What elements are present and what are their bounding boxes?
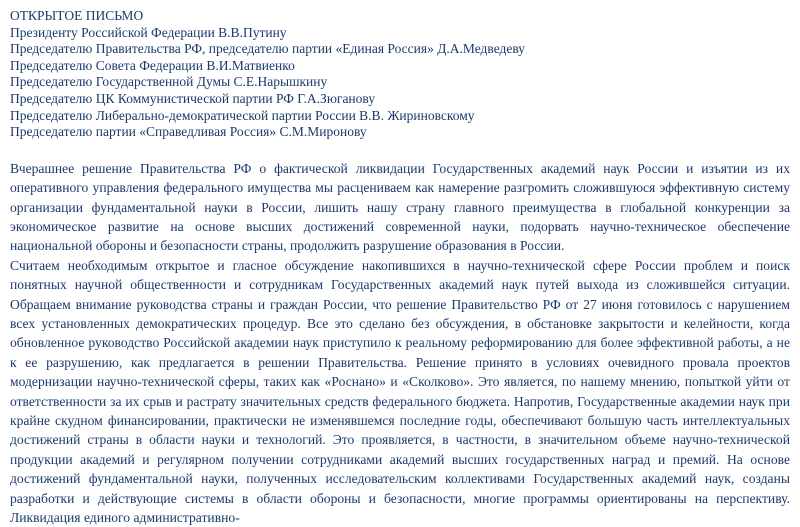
letter-body [10, 159, 790, 527]
list-item: Президенту Российской Федерации В.В.Путину [10, 24, 287, 40]
letter-header [10, 8, 790, 141]
list-item: Председателю Правительства РФ, председателю партии «Единая Россия» Д.А.Медведеву [10, 41, 526, 57]
list-item: Председателю Совета Федерации В.И.Матвиенко [10, 57, 295, 73]
list-item: Председателю Государственной Думы С.Е.Нарышкину [10, 74, 328, 90]
letter-heading: ОТКРЫТОЕ ПИСЬМО [10, 8, 144, 23]
list-item: Председателю ЦК Коммунистической партии РФ Г.А.Зюганову [10, 90, 376, 106]
paragraph: Считаем необходимым открытое и гласное обсуждение накопившихся в научно-технической сфере России проблем и поиск понятных научной общественности и сотрудникам Государственных академий наук путей выхода из сложившейся ситуации. Обращаем внимание руководства страны и граждан России, что решение Правительство РФ от 27 июня готовилось с нарушением всех установленных демократических процедур. Все это сделано без обсуждения, в обстановке закрытости и келейности, когда обновленное руководство Российской академии наук приступило к реальному реформированию для более эффективной работы, а не к ее разрушению, как предлагается в решении Правительства. Решение принято в условиях очевидного провала проектов модернизации научно-технической сферы, таких как «Роснано» и «Сколково». Это является, по нашему мнению, попыткой уйти от ответственности за их срыв и растрату значительных средств федерального бюджета. Напротив, Государственные академии наук при крайне скудном финансировании, практически не изменявшемся последние годы, обеспечивают большую часть интеллектуальных достижений страны в области науки и технологий. Это проявляется, в частности, в значительном объеме научно-технической продукции академий и регулярном получении сотрудниками академий высших государственных наград и премий. На основе достижений фундаментальной науки, полученных исследовательским коллективами Государственных академий наук, созданы разработки и действующие системы в области обороны и безопасности, многие программы ориентированы на перспективу. Ликвидация единого административно- [10, 257, 790, 526]
addressee-list [10, 8, 790, 141]
paragraph: Вчерашнее решение Правительства РФ о фактической ликвидации Государственных академий наук России и изъятии из их оперативного управления федерального имущества мы расцениваем как намерение разгромить сложившуюся эффективную систему организации фундаментальной науки в России, лишить нашу страну главного преимущества в глобальной конкуренции за экономическое развитие на основе высших достижений современной науки, подорвать научно-техническое обеспечение национальной обороны и безопасности страны, продолжить разрушение образования в России. [10, 160, 790, 254]
list-item: Председателю партии «Справедливая Россия» С.М.Миронову [10, 124, 367, 140]
list-item: Председателю Либерально-демократической партии России В.В. Жириновскому [10, 107, 475, 123]
